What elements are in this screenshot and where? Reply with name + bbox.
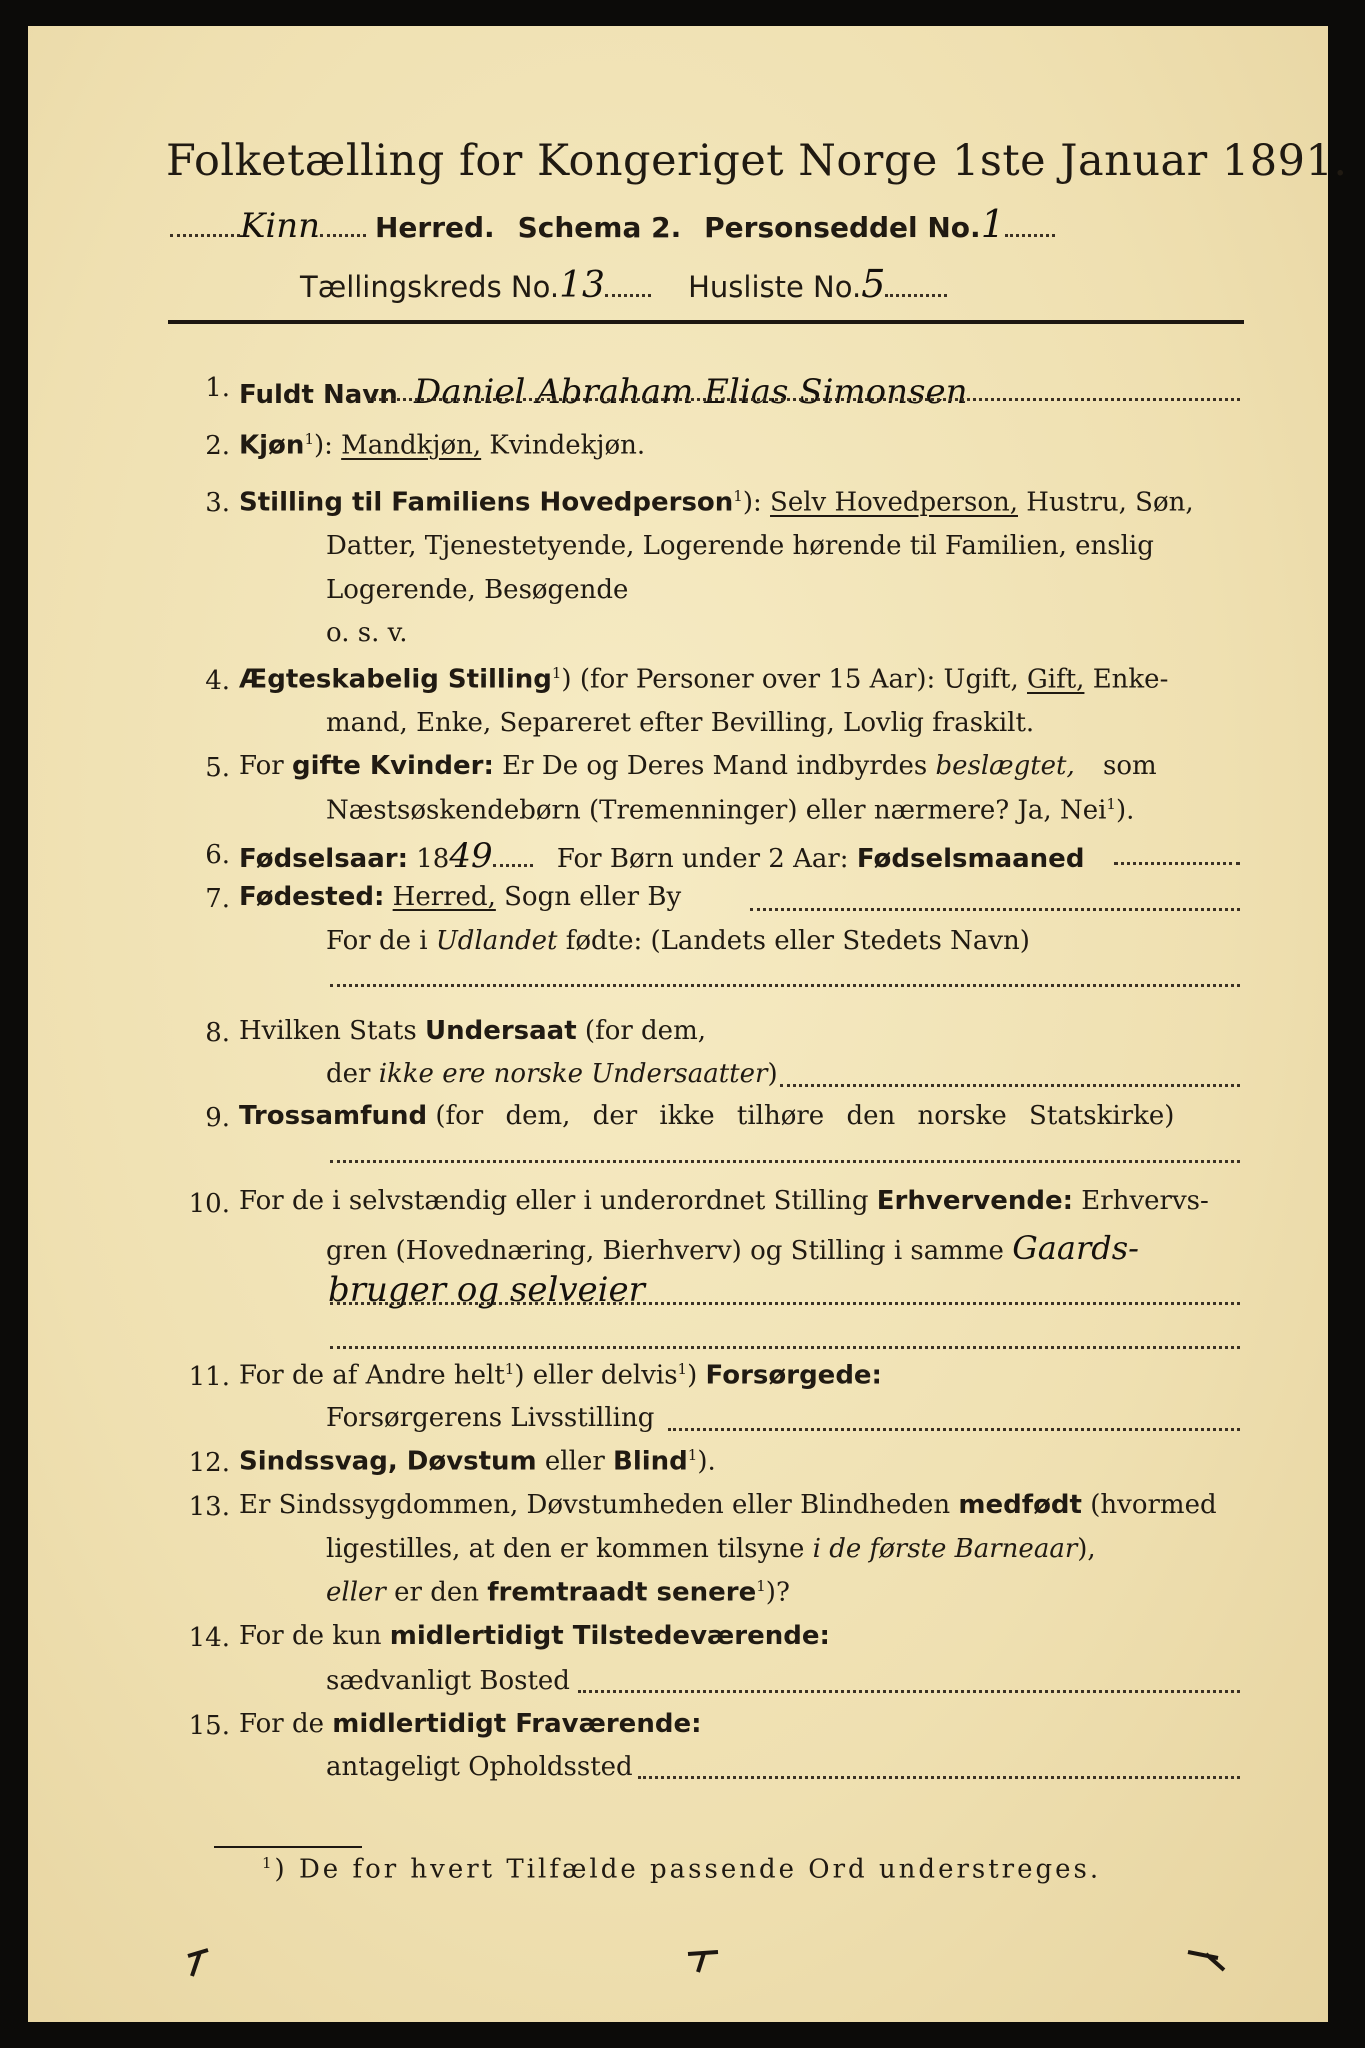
q7-row-1 (239, 882, 681, 912)
q7-line2-a: For de i (326, 926, 428, 956)
q1-value: Daniel Abraham Elias Simonsen (414, 372, 968, 412)
q15-dotline (638, 1776, 1240, 1779)
q11-sup-2: 1 (677, 1360, 688, 1378)
q4-line1-mid: ) (for Personer over 15 Aar): Ugift, (561, 664, 1019, 695)
q10-row-1 (239, 1186, 1209, 1216)
q13-line2-a: ligestilles, at den er kommen tilsyne (326, 1534, 805, 1564)
q11-row-1 (239, 1360, 882, 1391)
q8-line2-italic: ikke ere norske Undersaatter (378, 1059, 768, 1089)
q3-label: Stilling til Familiens Hovedperson (239, 487, 734, 518)
q5-mid: Er De og Deres Mand indbyrdes (502, 751, 928, 781)
q11-number: 11. (188, 1362, 230, 1392)
q7-dotline-2 (330, 984, 1240, 987)
q2-rest: ): (313, 430, 333, 461)
q3-sup: 1 (733, 487, 743, 505)
personseddel-label: Personseddel No. (704, 211, 981, 244)
q4-label: Ægteskabelig Stilling (239, 664, 552, 695)
q14-line1-a: For de kun (239, 1621, 382, 1651)
herred-row (170, 202, 1055, 246)
q5-pre: For (239, 751, 284, 781)
q9-label: Trossamfund (239, 1101, 428, 1131)
q7-rest: Sogn eller By (504, 882, 682, 912)
q6-label: Fødselsaar: (239, 844, 408, 874)
q15-row-1 (239, 1709, 701, 1739)
q3-row-3: Logerende, Besøgende (326, 575, 629, 605)
q6-value: 49 (449, 836, 493, 876)
q1-label: Fuldt Navn (239, 380, 398, 410)
q5-end: som (1103, 751, 1157, 781)
q8-dotline (780, 1084, 1240, 1087)
kreds-label: Tællingskreds No. (300, 270, 560, 304)
q13-line2-b: ), (1077, 1534, 1096, 1564)
q12-sup: 1 (687, 1446, 698, 1464)
kreds-value: 13 (559, 265, 605, 306)
q10-number: 10. (188, 1189, 230, 1219)
personseddel-value: 1 (980, 202, 1005, 246)
q10-line2: gren (Hovednæring, Bierhverv) og Stilling i samme (326, 1236, 1004, 1266)
q10-line1-b: Erhvervs- (1081, 1186, 1209, 1216)
footnote-text: ) De for hvert Tilfælde passende Ord understreges. (274, 1854, 1102, 1885)
q7-number: 7. (205, 884, 230, 914)
q10-line1-a: For de i selvstændig eller i underordnet Stilling (239, 1186, 869, 1216)
q1-row (239, 372, 968, 412)
q9-row (239, 1101, 1174, 1131)
q4-opt-gift: Gift, (1027, 664, 1085, 695)
husliste-value: 5 (861, 262, 886, 306)
q15-line1-a: For de (239, 1709, 324, 1739)
q4-row-2: mand, Enke, Separeret efter Bevilling, Lovlig fraskilt. (326, 708, 1035, 738)
q13-line1-a: Er Sindssygdommen, Døvstumheden eller Blindheden (239, 1490, 951, 1520)
q14-row-2: sædvanligt Bosted (326, 1666, 570, 1696)
q8-line2-a: der (326, 1059, 371, 1089)
q3-row-4: o. s. v. (326, 618, 408, 648)
q7-dotline-1 (750, 908, 1240, 911)
q2-number: 2. (205, 431, 230, 461)
q12-number: 12. (188, 1448, 230, 1478)
q5-label: gifte Kvinder: (291, 751, 494, 781)
q8-line2-b: ) (767, 1059, 778, 1089)
q10-value-2: bruger og selveier (328, 1270, 645, 1310)
q10-dotline-2 (330, 1346, 1240, 1349)
form-title: Folketælling for Kongeriget Norge 1ste Januar 1891. (166, 136, 1348, 186)
q4-number: 4. (205, 666, 230, 696)
q13-line1-b: (hvormed (1090, 1490, 1217, 1520)
q14-row-1 (239, 1621, 830, 1651)
q13-row-3 (326, 1577, 790, 1608)
q13-label: medfødt (958, 1490, 1082, 1520)
q8-row-2 (326, 1059, 778, 1089)
q15-row-2: antageligt Opholdssted (326, 1752, 633, 1782)
schema-label: Schema 2. (517, 211, 682, 244)
q2-opt-kvindekjon: Kvindekjøn. (489, 430, 646, 461)
census-form (28, 26, 1348, 2022)
q10-label: Erhvervende: (876, 1186, 1074, 1216)
q13-label2: fremtraadt senere (487, 1577, 757, 1608)
q13-number: 13. (188, 1492, 230, 1522)
q13-row-1 (239, 1490, 1217, 1520)
q13-close: )? (765, 1577, 790, 1608)
q8-line1-a: Hvilken Stats (239, 1016, 417, 1046)
footnote-sup: 1 (262, 1854, 275, 1872)
q6-number: 6. (205, 840, 230, 870)
q6-mid: For Børn under 2 Aar: (556, 844, 849, 874)
q12-mid: eller (544, 1446, 605, 1477)
binding-mark-center (688, 1952, 718, 1972)
q4-row-1 (239, 664, 1168, 695)
q9-number: 9. (205, 1103, 230, 1133)
q13-line3-italic: eller (326, 1577, 386, 1608)
q5-close: ). (1115, 795, 1135, 826)
q5-row-2 (326, 795, 1134, 826)
q2-sup: 1 (304, 430, 314, 448)
q12-close: ). (697, 1446, 716, 1477)
q2-label: Kjøn (239, 430, 305, 461)
footnote (262, 1854, 1101, 1885)
q11-line1-b: ) eller delvis (514, 1360, 678, 1391)
q8-row-1 (239, 1016, 706, 1046)
q11-dotline (668, 1428, 1240, 1431)
q13-sup: 1 (756, 1577, 766, 1595)
q5-number: 5. (205, 753, 230, 783)
q7-label: Fødested: (239, 882, 385, 912)
q3-row-1 (239, 487, 1194, 518)
q11-sup-1: 1 (504, 1360, 515, 1378)
q2-row (239, 430, 645, 461)
q11-label: Forsørgede: (705, 1360, 882, 1391)
q12-row (239, 1446, 716, 1477)
q10-dotline-1 (330, 1302, 1240, 1305)
q3-row-2: Datter, Tjenestetyende, Logerende hørende til Familien, enslig (326, 531, 1154, 561)
q3-number: 3. (205, 488, 230, 518)
q10-value-1: Gaards- (1012, 1229, 1139, 1267)
q4-line1-end: Enke- (1092, 664, 1169, 695)
q14-label: midlertidigt Tilstedeværende: (389, 1621, 830, 1651)
herred-label: Herred. (374, 211, 495, 244)
q5-line2: Næstsøskendebørn (Tremenninger) eller nærmere? Ja, Nei (326, 795, 1107, 826)
kreds-row (300, 262, 947, 306)
q4-sup: 1 (551, 664, 562, 682)
q15-number: 15. (188, 1711, 230, 1741)
q6-label2: Fødselsmaaned (856, 844, 1085, 874)
q3-rest: ): (742, 487, 762, 518)
binding-marks (178, 1944, 1238, 1984)
q1-dotline (368, 398, 1240, 401)
q7-line2-italic: Udlandet (435, 926, 558, 956)
q8-number: 8. (205, 1018, 230, 1048)
header-divider (168, 320, 1244, 324)
q11-line1-a: For de af Andre helt (239, 1360, 505, 1391)
q13-line3-a: er den (394, 1577, 479, 1608)
q10-row-2 (326, 1229, 1139, 1267)
herred-value: Kinn (240, 206, 321, 246)
q8-label: Undersaat (424, 1016, 577, 1046)
q9-dotline (330, 1160, 1240, 1163)
q7-opt-herred: Herred, (392, 882, 496, 912)
q9-rest: (for dem, der ikke tilhøre den norske Statskirke) (435, 1101, 1175, 1131)
q11-row-2: Forsørgerens Livsstilling (326, 1403, 655, 1433)
q5-italic: beslægtet, (935, 751, 1075, 781)
q7-line2-b: fødte: (Landets eller Stedets Navn) (565, 926, 1030, 956)
q7-row-2 (326, 926, 1030, 956)
binding-mark-left (188, 1950, 208, 1976)
q3-opt-selv: Selv Hovedperson, (770, 487, 1018, 518)
binding-mark-right (1188, 1952, 1224, 1970)
q5-row-1 (239, 751, 1157, 781)
q15-label: midlertidigt Fraværende: (332, 1709, 702, 1739)
husliste-label: Husliste No. (688, 270, 862, 304)
q2-opt-mandkjon: Mandkjøn, (341, 430, 482, 461)
q13-line2-italic: i de første Barneaar (812, 1534, 1078, 1564)
q14-number: 14. (188, 1623, 230, 1653)
q12-label: Sindssvag, Døvstum (239, 1446, 537, 1477)
q11-line1-c: ) (687, 1360, 698, 1391)
q1-number: 1. (205, 373, 230, 403)
q8-line1-b: (for dem, (584, 1016, 706, 1046)
q6-dotline (1114, 862, 1240, 865)
q6-row (239, 836, 1084, 876)
q5-sup: 1 (1106, 795, 1116, 813)
q3-line1-rest: Hustru, Søn, (1026, 487, 1194, 518)
q12-label2: Blind (613, 1446, 688, 1477)
q14-dotline (578, 1690, 1240, 1693)
q13-row-2 (326, 1534, 1096, 1564)
q6-prefix: 18 (416, 844, 450, 874)
footnote-rule (214, 1846, 362, 1848)
